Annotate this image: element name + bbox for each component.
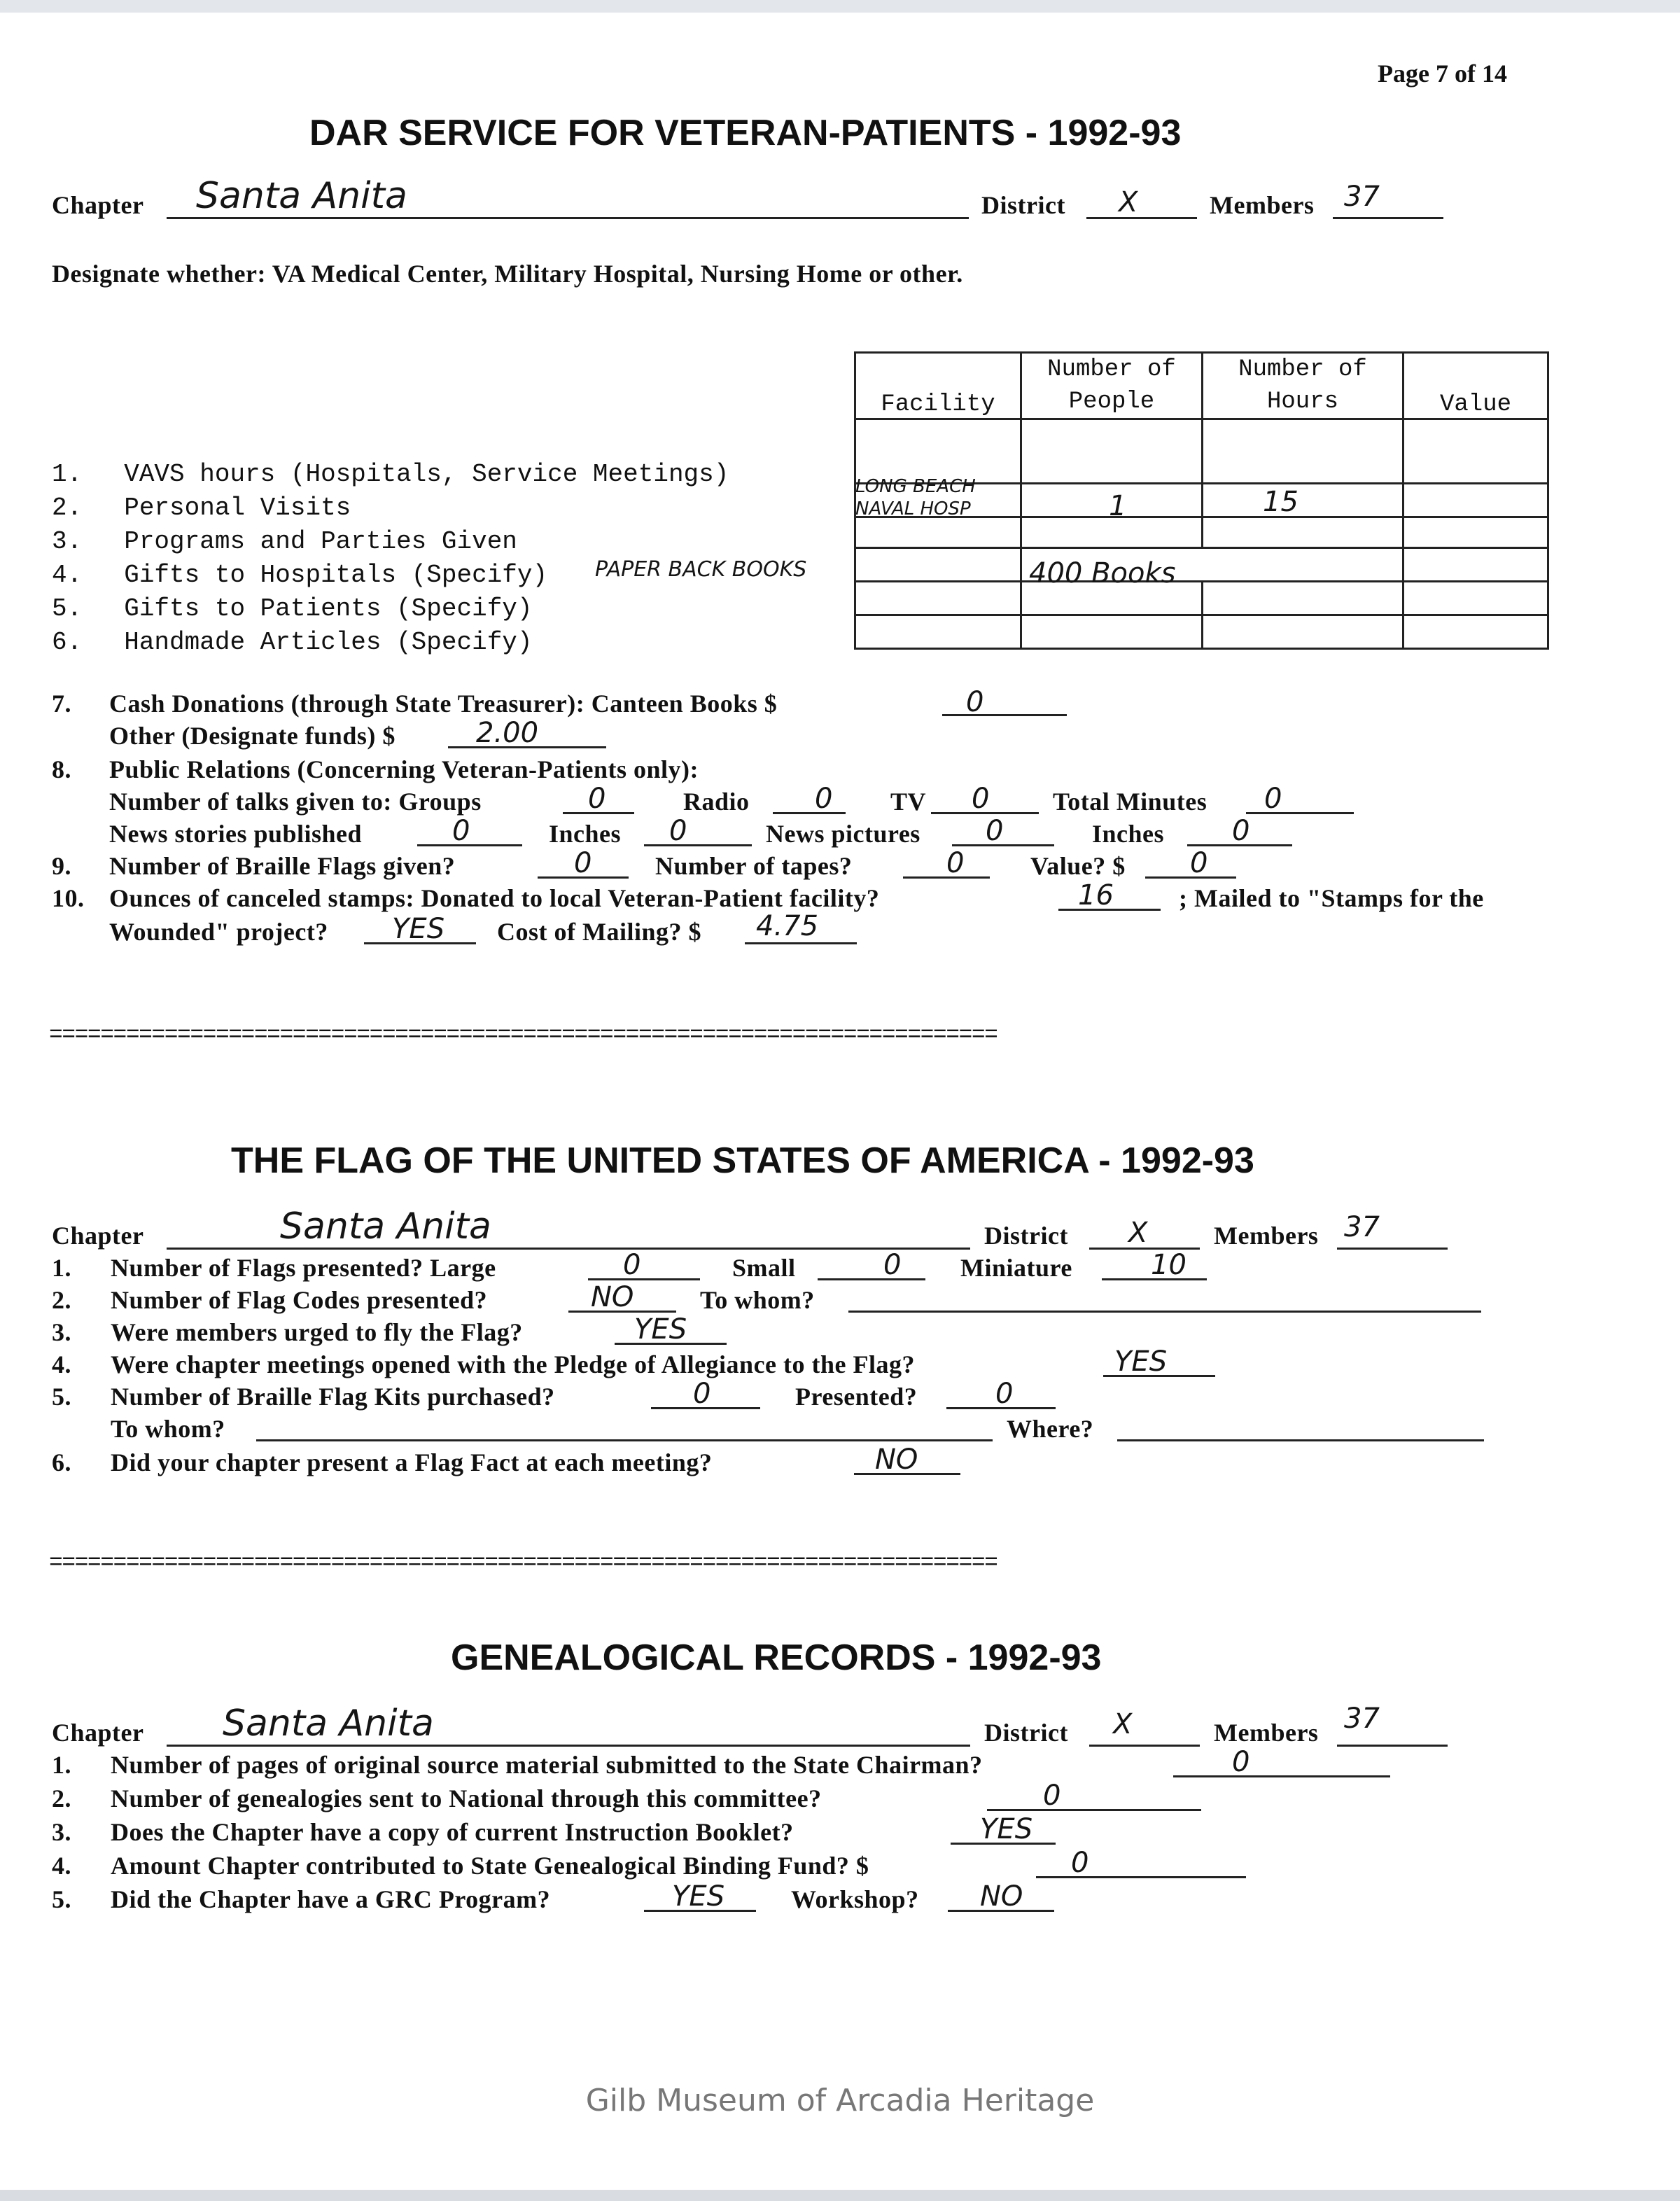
flag-q5-number: 5. (52, 1383, 71, 1411)
q10-wounded-value: YES (392, 913, 445, 945)
flag-q5-whom-label: To whom? (111, 1415, 225, 1443)
members-label: Members (1210, 191, 1315, 219)
service-item: 1. VAVS hours (Hospitals, Service Meetings) (52, 460, 729, 489)
q8-talks-label: Number of talks given to: Groups (109, 788, 482, 816)
visits-hours-value: 15 (1263, 486, 1298, 518)
q8-number: 8. (52, 755, 71, 783)
header-value: Value (1404, 353, 1548, 419)
district-line (1086, 217, 1197, 219)
q8-inches2-value: 0 (1232, 815, 1250, 847)
flag-q5-presented-value: 0 (995, 1378, 1014, 1410)
q9-flags-value: 0 (574, 847, 592, 879)
q10-mailed-label: ; Mailed to "Stamps for the (1179, 884, 1484, 912)
flag-q6-value: NO (875, 1444, 918, 1476)
q9-number: 9. (52, 852, 71, 880)
q10-number: 10. (52, 884, 85, 912)
gifts-specify-value: PAPER BACK BOOKS (595, 557, 807, 582)
flag-q1-small-label: Small (732, 1254, 796, 1282)
gen-q3-number: 3. (52, 1818, 71, 1846)
gen-q4-label: Amount Chapter contributed to State Genealogical Binding Fund? $ (111, 1852, 869, 1880)
gen-q5-label: Did the Chapter have a GRC Program? (111, 1885, 551, 1913)
flag-q2-codes-value: NO (591, 1281, 634, 1313)
q8-inches-value: 0 (669, 815, 687, 847)
bottom-edge (0, 2190, 1680, 2201)
q8-tv-value: 0 (972, 783, 990, 815)
flag-q6-number: 6. (52, 1448, 71, 1476)
gen-q4-value: 0 (1071, 1847, 1089, 1879)
section-divider: ========================================================================== (49, 1022, 997, 1048)
chapter-label: Chapter (52, 191, 144, 219)
gen-q1-number: 1. (52, 1751, 71, 1779)
designate-instruction: Designate whether: VA Medical Center, Military Hospital, Nursing Home or other. (52, 260, 963, 288)
facility-name-line1: LONG BEACH (855, 476, 976, 497)
page-number: Page 7 of 14 (1378, 60, 1507, 88)
section-title-genealogical: GENEALOGICAL RECORDS - 1992-93 (451, 1637, 1102, 1678)
q7-other-value: 2.00 (476, 717, 539, 749)
district-label: District (981, 191, 1065, 219)
q10-wounded-label: Wounded" project? (109, 918, 328, 946)
chapter-line (167, 217, 969, 219)
chapter-value: Santa Anita (196, 175, 407, 217)
members-label: Members (1214, 1719, 1319, 1747)
gen-q3-value: YES (980, 1813, 1033, 1845)
q8-total-label: Total Minutes (1053, 788, 1208, 816)
flag-q1-small-value: 0 (883, 1249, 902, 1281)
gen-q5-grc-value: YES (672, 1880, 725, 1913)
gen-q5-number: 5. (52, 1885, 71, 1913)
flag-q3-number: 3. (52, 1318, 71, 1346)
chapter-value: Santa Anita (280, 1206, 491, 1248)
q7-canteen-value: 0 (966, 686, 984, 718)
section-title-veteran-patients: DAR SERVICE FOR VETERAN-PATIENTS - 1992-93 (309, 113, 1182, 153)
q10-label: Ounces of canceled stamps: Donated to local Veteran-Patient facility? (109, 884, 880, 912)
flag-q4-label: Were chapter meetings opened with the Pledge of Allegiance to the Flag? (111, 1350, 916, 1378)
flag-q1-large-value: 0 (623, 1249, 641, 1281)
section-title-flag: THE FLAG OF THE UNITED STATES OF AMERICA - 1992-93 (231, 1140, 1254, 1181)
q9-value-value: 0 (1190, 847, 1208, 879)
facility-name-line2: NAVAL HOSP (855, 498, 971, 519)
flag-q1-label: Number of Flags presented? Large (111, 1254, 496, 1282)
section-divider: ========================================================================== (49, 1550, 997, 1576)
q9-tapes-label: Number of tapes? (655, 852, 853, 880)
gen-q2-value: 0 (1043, 1780, 1061, 1812)
members-value: 37 (1344, 181, 1380, 213)
q8-radio-label: Radio (683, 788, 750, 816)
gen-q2-number: 2. (52, 1784, 71, 1812)
gen-q3-label: Does the Chapter have a copy of current Instruction Booklet? (111, 1818, 794, 1846)
museum-watermark: Gilb Museum of Arcadia Heritage (585, 2083, 1095, 2118)
q9-tapes-value: 0 (946, 847, 965, 879)
gen-q1-value: 0 (1232, 1746, 1250, 1778)
q8-total-value: 0 (1264, 783, 1282, 815)
gen-q1-label: Number of pages of original source material submitted to the State Chairman? (111, 1751, 983, 1779)
flag-q2-number: 2. (52, 1286, 71, 1314)
header-people: Number of People (1021, 353, 1203, 419)
q8-pictures-label: News pictures (766, 820, 920, 848)
district-label: District (984, 1222, 1068, 1250)
q10-cost-value: 4.75 (756, 910, 819, 942)
service-item: 3. Programs and Parties Given (52, 527, 517, 556)
q10-cost-label: Cost of Mailing? $ (497, 918, 701, 946)
gen-q5-workshop-label: Workshop? (791, 1885, 919, 1913)
q8-tv-label: TV (890, 788, 927, 816)
members-value: 37 (1344, 1211, 1380, 1243)
flag-q3-value: YES (634, 1313, 687, 1346)
q7-number: 7. (52, 690, 71, 718)
flag-q4-value: YES (1114, 1346, 1168, 1378)
q8-pictures-value: 0 (986, 815, 1004, 847)
q8-groups-value: 0 (588, 783, 606, 815)
district-value: X (1128, 1217, 1148, 1249)
top-edge (0, 0, 1680, 13)
q8-label: Public Relations (Concerning Veteran-Patients only): (109, 755, 699, 783)
service-item: 2. Personal Visits (52, 494, 351, 522)
flag-q2-label: Number of Flag Codes presented? (111, 1286, 488, 1314)
gen-q2-label: Number of genealogies sent to National through this committee? (111, 1784, 822, 1812)
q8-news-value: 0 (452, 815, 470, 847)
service-item: 4. Gifts to Hospitals (Specify) (52, 561, 548, 589)
q7-label: Cash Donations (through State Treasurer): Canteen Books $ (109, 690, 778, 718)
q7-other-label: Other (Designate funds) $ (109, 722, 396, 750)
members-value: 37 (1344, 1703, 1380, 1735)
q9-value-label: Value? $ (1030, 852, 1126, 880)
flag-q2-whom-label: To whom? (700, 1286, 815, 1314)
gen-q4-number: 4. (52, 1852, 71, 1880)
flag-q5-presented-label: Presented? (795, 1383, 918, 1411)
flag-q1-miniature-label: Miniature (960, 1254, 1072, 1282)
flag-q1-miniature-value: 10 (1151, 1249, 1186, 1281)
flag-q4-number: 4. (52, 1350, 71, 1378)
flag-q3-label: Were members urged to fly the Flag? (111, 1318, 523, 1346)
q8-inches-label: Inches (549, 820, 622, 848)
service-item: 5. Gifts to Patients (Specify) (52, 594, 533, 623)
chapter-value: Santa Anita (223, 1703, 434, 1745)
district-value: X (1113, 1708, 1133, 1740)
q9-label: Number of Braille Flags given? (109, 852, 456, 880)
gen-q5-workshop-value: NO (980, 1880, 1023, 1913)
chapter-label: Chapter (52, 1222, 144, 1250)
district-label: District (984, 1719, 1068, 1747)
service-item: 6. Handmade Articles (Specify) (52, 628, 533, 657)
visits-people-value: 1 (1109, 490, 1127, 522)
members-line (1333, 217, 1443, 219)
district-value: X (1119, 186, 1138, 218)
header-facility: Facility (855, 353, 1021, 419)
header-hours: Number of Hours (1203, 353, 1404, 419)
flag-q6-label: Did your chapter present a Flag Fact at each meeting? (111, 1448, 713, 1476)
flag-q5-where-label: Where? (1007, 1415, 1094, 1443)
flag-q5-label: Number of Braille Flag Kits purchased? (111, 1383, 555, 1411)
q10-donated-value: 16 (1078, 879, 1114, 911)
members-label: Members (1214, 1222, 1319, 1250)
gifts-quantity-value: 400 Books (1029, 557, 1176, 589)
q8-inches2-label: Inches (1092, 820, 1165, 848)
flag-q1-number: 1. (52, 1254, 71, 1282)
q8-news-label: News stories published (109, 820, 363, 848)
flag-q5-purchased-value: 0 (693, 1378, 711, 1410)
chapter-label: Chapter (52, 1719, 144, 1747)
q8-radio-value: 0 (815, 783, 833, 815)
